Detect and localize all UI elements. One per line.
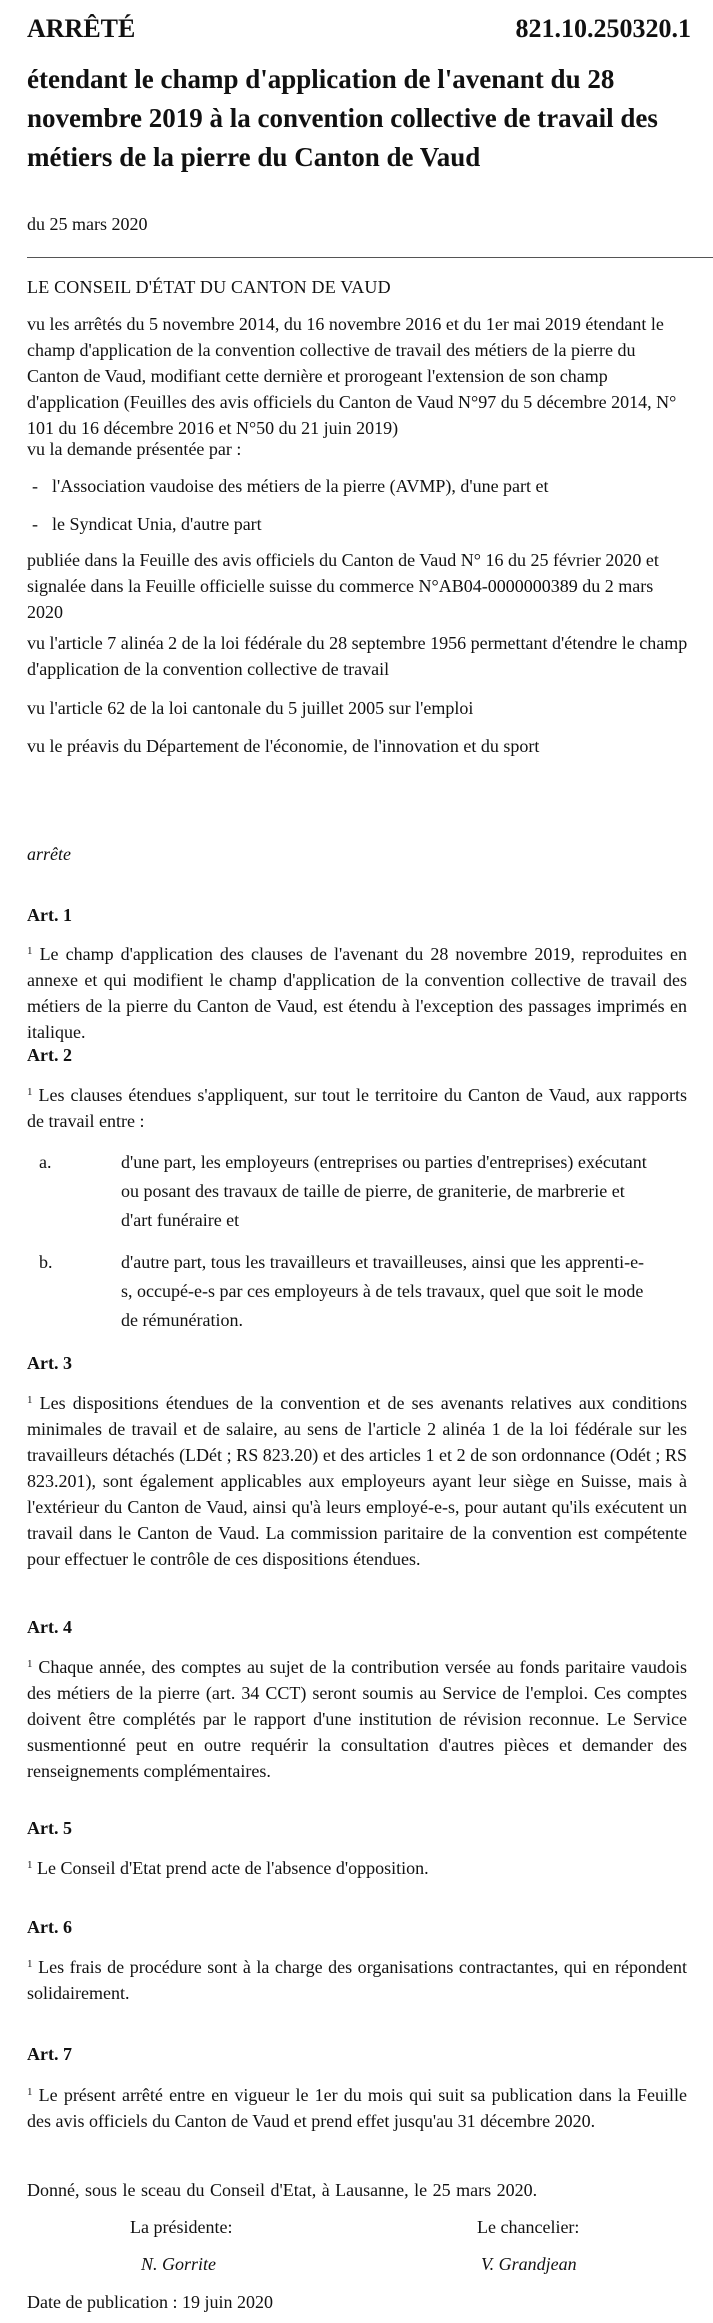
paragraph-number: 1 — [27, 1958, 33, 1970]
article-6-text — [27, 1954, 687, 2006]
document-title: étendant le champ d'application de l'avenant du 28 novembre 2019 à la convention collective de travail des métiers de la pierre du Canton de Vaud — [27, 64, 658, 172]
president-name: N. Gorrite — [141, 2254, 217, 2274]
article-4-title: Art. 4 — [27, 1617, 72, 1637]
paragraph-text: Les dispositions étendues de la convention et de ses avenants relatives aux conditions minimales de travail et de salaire, au sens de l'article 2 alinéa 1 de la loi fédérale sur les travailleurs détachés (LDét ; RS 823.20) et des articles 1 et 2 de son ordonnance (Odét ; RS 823.201), sont également applicables aux employeurs ayant leur siège en Suisse, mais à l'extérieur du Canton de Vaud, ainsi qu'à leurs employé-e-s, pour autant qu'ils exécutent un travail dans le Canton de Vaud. La commission paritaire de la convention est compétente pour effectuer le contrôle de ces dispositions étendues. — [27, 1393, 688, 1569]
document-number: 821.10.250320.1 — [515, 14, 691, 43]
dash-marker: - — [32, 514, 38, 534]
paragraph-text: Le Conseil d'Etat prend acte de l'absence d'opposition. — [37, 1858, 429, 1878]
article-7-text — [27, 2082, 687, 2134]
party-text: le Syndicat Unia, d'autre part — [52, 514, 262, 534]
paragraph-text: Le présent arrêté entre en vigueur le 1er du mois qui suit sa publication dans la Feuille des avis officiels du Canton de Vaud et prend effet jusqu'au 31 décembre 2020. — [27, 2085, 688, 2131]
article-3-title: Art. 3 — [27, 1353, 72, 1373]
preamble-publiee: publiée dans la Feuille des avis officiels du Canton de Vaud N° 16 du 25 février 2020 et signalée dans la Feuille officielle suisse du commerce N°AB04-0000000389 du 2 mars 2020 — [27, 550, 659, 622]
paragraph-number: 1 — [27, 1658, 33, 1670]
article-5-text — [27, 1855, 687, 1881]
president-role: La présidente: — [130, 2217, 233, 2237]
divider-line — [27, 257, 713, 258]
document-date: du 25 mars 2020 — [27, 214, 148, 234]
article-5-title: Art. 5 — [27, 1818, 72, 1838]
paragraph-text: Les clauses étendues s'appliquent, sur tout le territoire du Canton de Vaud, aux rapports de travail entre : — [27, 1085, 687, 1131]
item-text: d'autre part, tous les travailleurs et travailleuses, ainsi que les apprenti-e-s, occupé-e-s par ces employeurs à de tels travaux, quel que soit le mode de rémunération. — [121, 1252, 645, 1330]
article-2-text — [27, 1082, 687, 1134]
paragraph-text: Le champ d'application des clauses de l'avenant du 28 novembre 2019, reproduites en annexe et qui modifient le champ d'application de la convention collective de travail des métiers de la pierre du Canton de Vaud, est étendu à l'exception des passages imprimés en italique. — [27, 944, 688, 1042]
preamble-vu-article7: vu l'article 7 alinéa 2 de la loi fédérale du 28 septembre 1956 permettant d'étendre le champ d'application de la convention collective de travail — [27, 633, 688, 679]
decree-word: arrête — [27, 844, 71, 864]
article-1-text — [27, 941, 687, 1045]
item-letter: a. — [39, 1152, 52, 1172]
paragraph-text: Les frais de procédure sont à la charge des organisations contractantes, qui en répondent solidairement. — [27, 1957, 688, 2003]
issuing-authority: LE CONSEIL D'ÉTAT DU CANTON DE VAUD — [27, 277, 391, 297]
article-7-title: Art. 7 — [27, 2044, 72, 2064]
chancellor-name: V. Grandjean — [481, 2254, 577, 2274]
document-header — [27, 14, 691, 50]
item-text: d'une part, les employeurs (entreprises ou parties d'entreprises) exécutant ou posant des travaux de taille de pierre, de graniterie, de marbrerie et d'art funéraire et — [121, 1152, 647, 1230]
party-text: l'Association vaudoise des métiers de la pierre (AVMP), d'une part et — [52, 476, 549, 496]
paragraph-number: 1 — [27, 1859, 33, 1871]
document-type: ARRÊTÉ — [27, 14, 136, 43]
article-3-text — [27, 1390, 687, 1572]
paragraph-number: 1 — [27, 945, 33, 957]
chancellor-role: Le chancelier: — [477, 2217, 580, 2237]
given-under-seal: Donné, sous le sceau du Conseil d'Etat, à Lausanne, le 25 mars 2020. — [27, 2180, 538, 2200]
preamble-vu-arretes: vu les arrêtés du 5 novembre 2014, du 16 novembre 2016 et du 1er mai 2019 étendant le champ d'application de la convention collective de travail des métiers de la pierre du Canton de Vaud, modifiant cette dernière et prorogeant l'extension de son champ d'application (Feuilles des avis officiels du Canton de Vaud N°97 du 5 décembre 2014, N° 101 du 16 décembre 2016 et N°50 du 21 juin 2019) — [27, 314, 677, 438]
dash-marker: - — [32, 476, 38, 496]
paragraph-number: 1 — [27, 2086, 33, 2098]
paragraph-text: Chaque année, des comptes au sujet de la contribution versée au fonds paritaire vaudois des métiers de la pierre (art. 34 CCT) seront soumis au Service de l'emploi. Ces comptes doivent être complétés par le rapport d'une institution de révision reconnue. Le Service susmentionné peut en outre requérir la consultation d'autres pièces et demander des renseignements complémentaires. — [27, 1657, 688, 1781]
article-2-title: Art. 2 — [27, 1045, 72, 1065]
paragraph-number: 1 — [27, 1394, 33, 1406]
publication-date: Date de publication : 19 juin 2020 — [27, 2292, 273, 2312]
preamble-vu-demande: vu la demande présentée par : — [27, 439, 242, 459]
article-6-title: Art. 6 — [27, 1917, 72, 1937]
paragraph-number: 1 — [27, 1086, 33, 1098]
article-4-text — [27, 1654, 687, 1784]
preamble-vu-preavis: vu le préavis du Département de l'économie, de l'innovation et du sport — [27, 736, 540, 756]
preamble-vu-article62: vu l'article 62 de la loi cantonale du 5 juillet 2005 sur l'emploi — [27, 698, 474, 718]
item-letter: b. — [39, 1252, 53, 1272]
article-1-title: Art. 1 — [27, 905, 72, 925]
